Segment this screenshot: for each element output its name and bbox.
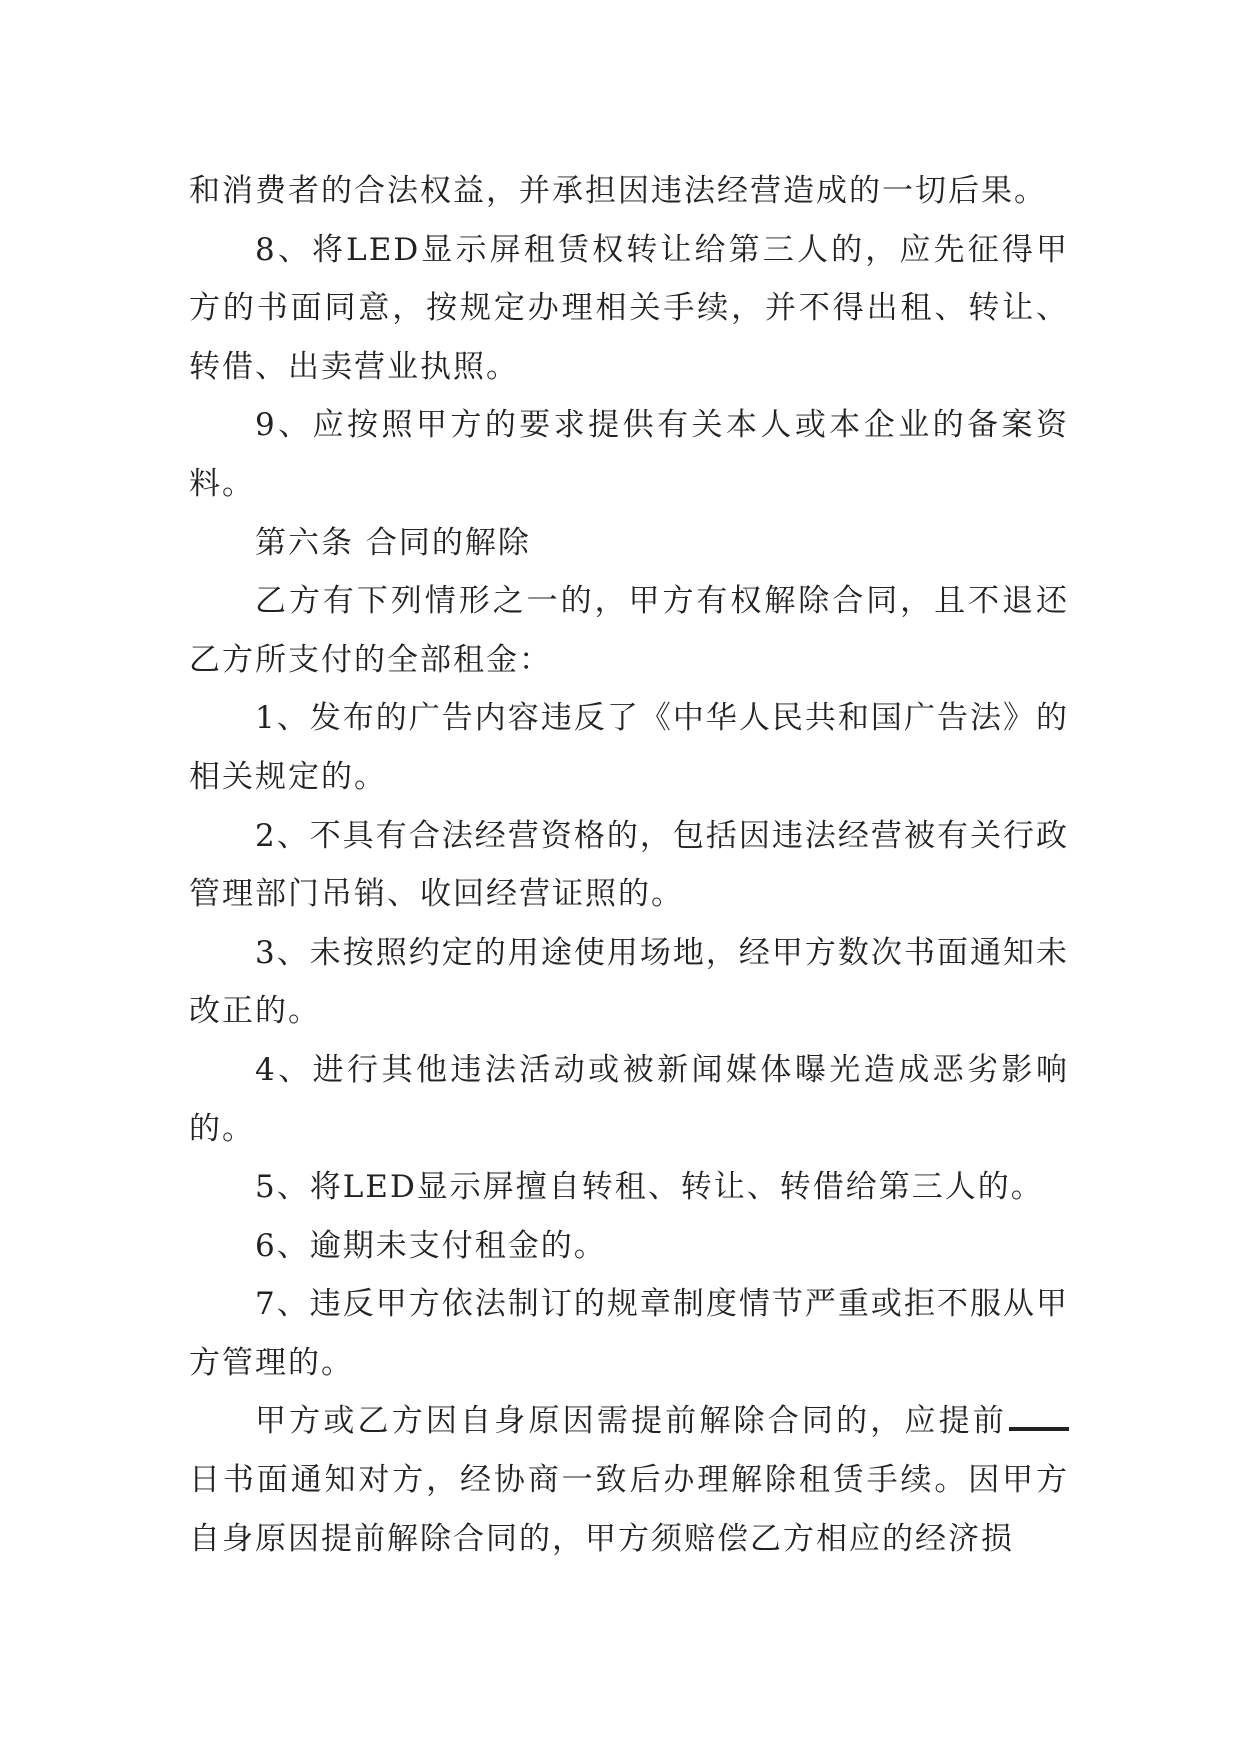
paragraph-clause-8: 8、将LED显示屏租赁权转让给第三人的，应先征得甲方的书面同意，按规定办理相关手续，并不得出租、转让、转借、出卖营业执照。 [189, 231, 1069, 385]
fill-in-blank-days [1009, 1399, 1069, 1431]
paragraph-termination-7: 7、违反甲方依法制订的规章制度情节严重或拒不服从甲方管理的。 [189, 1286, 1069, 1381]
paragraph-termination-1: 1、发布的广告内容违反了《中华人民共和国广告法》的相关规定的。 [189, 700, 1069, 795]
early-termination-text-end: 日书面通知对方，经协商一致后办理解除租赁手续。因甲方自身原因提前解除合同的，甲方须赔偿乙方相应的经济损 [189, 1462, 1069, 1557]
paragraph-1: 和消费者的合法权益，并承担因违法经营造成的一切后果。 [189, 173, 1047, 209]
paragraph-early-termination [189, 1392, 1069, 1568]
paragraph-termination-2: 2、不具有合法经营资格的，包括因违法经营被有关行政管理部门吊销、收回经营证照的。 [189, 817, 1069, 913]
document-body [189, 162, 1069, 1568]
paragraph-clause-9: 9、应按照甲方的要求提供有关本人或本企业的备案资料。 [189, 407, 1069, 502]
paragraph-termination-5: 5、将LED显示屏擅自转租、转让、转借给第三人的。 [255, 1169, 1044, 1206]
paragraph-termination-4: 4、进行其他违法活动或被新闻媒体曝光造成恶劣影响的。 [189, 1051, 1069, 1147]
paragraph-termination-6: 6、逾期未支付租金的。 [255, 1227, 607, 1264]
paragraph-termination-3: 3、未按照约定的用途使用场地，经甲方数次书面通知未改正的。 [189, 934, 1069, 1030]
section-heading-article-6: 第六条 合同的解除 [255, 524, 531, 561]
early-termination-text-start: 甲方或乙方因自身原因需提前解除合同的，应提前 [255, 1403, 1007, 1440]
paragraph-termination-intro: 乙方有下列情形之一的，甲方有权解除合同，且不退还乙方所支付的全部租金： [189, 583, 1069, 678]
